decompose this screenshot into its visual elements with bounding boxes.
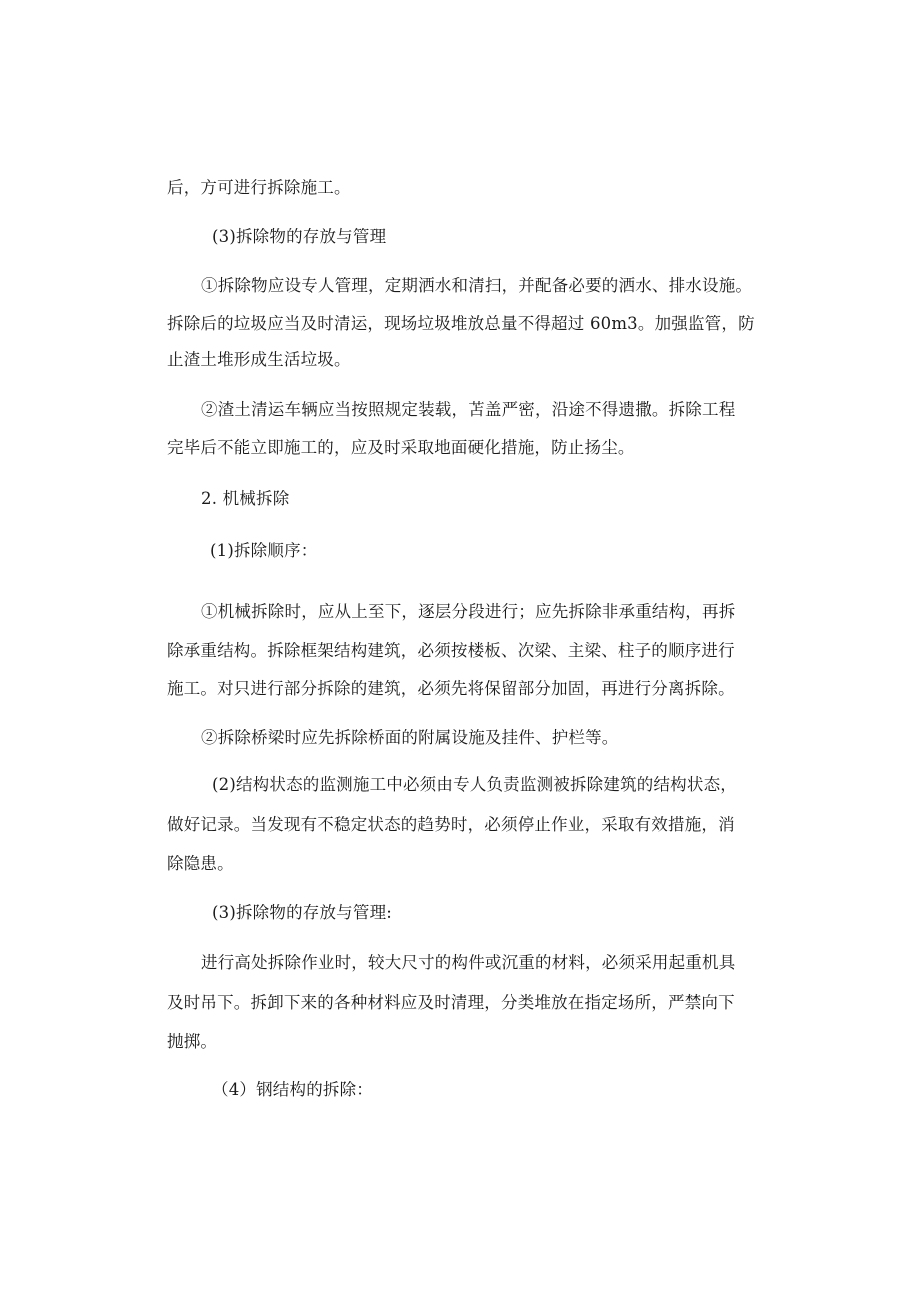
text-line: 完毕后不能立即施工的，应及时采取地面硬化措施，防止扬尘。 bbox=[167, 438, 635, 457]
text-line: (2)结构状态的监测施工中必须由专人负责监测被拆除建筑的结构状态， bbox=[212, 775, 737, 794]
text-line: 除承重结构。拆除框架结构建筑，必须按楼板、次梁、主梁、柱子的顺序进行 bbox=[167, 641, 735, 660]
text-line: 做好记录。当发现有不稳定状态的趋势时，必须停止作业，采取有效措施，消 bbox=[167, 815, 735, 834]
section-heading: 2. 机械拆除 bbox=[201, 489, 290, 508]
section-heading: (1)拆除顺序： bbox=[210, 541, 318, 560]
text-line: 进行高处拆除作业时，较大尺寸的构件或沉重的材料，必须采用起重机具 bbox=[201, 953, 736, 972]
text-line: 止渣土堆形成生活垃圾。 bbox=[167, 350, 351, 369]
text-line: 抛掷。 bbox=[167, 1032, 218, 1051]
text-line: 及时吊下。拆卸下来的各种材料应及时清理，分类堆放在指定场所，严禁向下 bbox=[167, 993, 735, 1012]
text-line: 除隐患。 bbox=[167, 854, 234, 873]
section-heading: （4）钢结构的拆除： bbox=[212, 1080, 373, 1099]
text-line: 施工。对只进行部分拆除的建筑，必须先将保留部分加固，再进行分离拆除。 bbox=[167, 679, 735, 698]
section-heading: (3)拆除物的存放与管理: bbox=[212, 903, 393, 922]
text-line: ①机械拆除时，应从上至下，逐层分段进行；应先拆除非承重结构，再拆 bbox=[201, 602, 736, 621]
section-heading: (3)拆除物的存放与管理 bbox=[212, 227, 387, 246]
text-line: 拆除后的垃圾应当及时清运，现场垃圾堆放总量不得超过 60m3。加强监管，防 bbox=[167, 314, 755, 333]
text-line: 后，方可进行拆除施工。 bbox=[167, 178, 351, 197]
text-line: ①拆除物应设专人管理，定期洒水和清扫，并配备必要的洒水、排水设施。 bbox=[201, 276, 753, 295]
text-line: ②渣土清运车辆应当按照规定装载，苫盖严密，沿途不得遗撒。拆除工程 bbox=[201, 400, 736, 419]
text-line: ②拆除桥梁时应先拆除桥面的附属设施及挂件、护栏等。 bbox=[201, 728, 619, 747]
